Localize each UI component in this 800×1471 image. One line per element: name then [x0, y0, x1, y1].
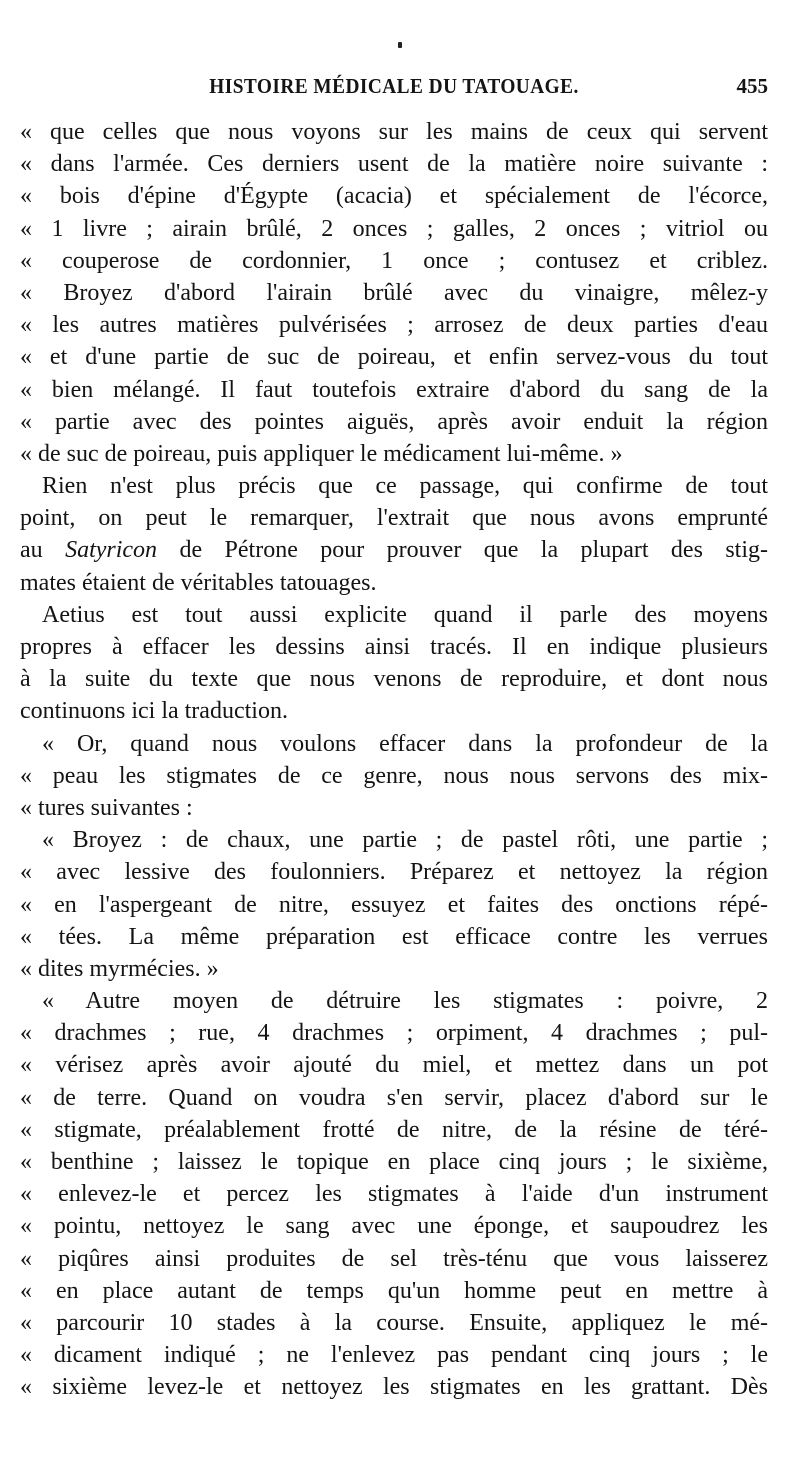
text-line: « et d'une partie de suc de poireau, et enfin servez-vous du tout: [20, 344, 768, 371]
text-line: « vérisez après avoir ajouté du miel, et mettez dans un pot: [20, 1052, 768, 1079]
text-run: de Pétrone pour prouver que la plupart des stig-: [157, 537, 768, 564]
text-line: « 1 livre ; airain brûlé, 2 onces ; galles, 2 onces ; vitriol ou: [20, 215, 768, 242]
text-line: à la suite du texte que nous venons de reproduire, et dont nous: [20, 666, 768, 693]
text-line: « piqûres ainsi produites de sel très-ténu que vous laisserez: [20, 1245, 768, 1272]
text-line: « tées. La même préparation est efficace contre les verrues: [20, 923, 768, 950]
text-line: Rien n'est plus précis que ce passage, qui confirme de tout: [42, 473, 768, 500]
italic-title: Satyricon: [65, 537, 158, 564]
text-line: « sixième levez-le et nettoyez les stigmates en les grattant. Dès: [20, 1374, 768, 1401]
text-line: « en l'aspergeant de nitre, essuyez et faites des onctions répé-: [20, 891, 768, 918]
text-line: propres à effacer les dessins ainsi tracés. Il en indique plusieurs: [20, 634, 768, 660]
text-line: « de suc de poireau, puis appliquer le médicament lui-même. »: [20, 440, 623, 467]
text-line: mates étaient de véritables tatouages.: [20, 569, 377, 596]
text-line: « partie avec des pointes aiguës, après avoir enduit la région: [20, 408, 768, 435]
text-line: « dites myrmécies. »: [20, 955, 219, 982]
text-line: « de terre. Quand on voudra s'en servir, placez d'abord sur le: [20, 1084, 768, 1111]
text-line: « bien mélangé. Il faut toutefois extraire d'abord du sang de la: [20, 376, 768, 403]
text-line: « dicament indiqué ; ne l'enlevez pas pendant cinq jours ; le: [20, 1342, 768, 1369]
text-line: « avec lessive des foulonniers. Préparez et nettoyez la région: [20, 859, 768, 886]
text-line: « Autre moyen de détruire les stigmates : poivre, 2: [42, 988, 768, 1015]
text-line: point, on peut le remarquer, l'extrait que nous avons emprunté: [20, 505, 768, 532]
ink-speck: [398, 42, 402, 48]
text-line: « benthine ; laissez le topique en place cinq jours ; le sixième,: [20, 1149, 768, 1175]
text-line: « bois d'épine d'Égypte (acacia) et spécialement de l'écorce,: [20, 183, 768, 210]
text-line: continuons ici la traduction.: [20, 698, 288, 725]
page-number: 455: [736, 74, 768, 98]
text-run: au: [20, 537, 66, 564]
body-text: [20, 116, 768, 1404]
text-line: Aetius est tout aussi explicite quand il parle des moyens: [42, 601, 768, 628]
text-line: « enlevez-le et percez les stigmates à l'aide d'un instrument: [20, 1181, 768, 1208]
page-header: [20, 74, 768, 104]
text-line: « dans l'armée. Ces derniers usent de la matière noire suivante :: [20, 151, 768, 178]
text-line: « Broyez : de chaux, une partie ; de pastel rôti, une partie ;: [42, 827, 768, 854]
text-line: « parcourir 10 stades à la course. Ensuite, appliquez le mé-: [20, 1309, 768, 1336]
text-line: « pointu, nettoyez le sang avec une éponge, et saupoudrez les: [20, 1213, 768, 1240]
text-line: « couperose de cordonnier, 1 once ; contusez et criblez.: [20, 247, 768, 274]
text-line: « Or, quand nous voulons effacer dans la profondeur de la: [42, 730, 768, 757]
text-line: « drachmes ; rue, 4 drachmes ; orpiment, 4 drachmes ; pul-: [20, 1020, 768, 1047]
text-line: « que celles que nous voyons sur les mains de ceux qui servent: [20, 119, 768, 145]
text-line-with-italic: [20, 534, 768, 566]
running-title: HISTOIRE MÉDICALE DU TATOUAGE.: [209, 74, 579, 98]
text-line: « en place autant de temps qu'un homme peut en mettre à: [20, 1277, 768, 1304]
text-line: « stigmate, préalablement frotté de nitre, de la résine de téré-: [20, 1116, 768, 1143]
text-line: « peau les stigmates de ce genre, nous nous servons des mix-: [20, 762, 768, 789]
text-line: « Broyez d'abord l'airain brûlé avec du vinaigre, mêlez-y: [20, 279, 768, 306]
text-line: « tures suivantes :: [20, 794, 193, 821]
text-line: « les autres matières pulvérisées ; arrosez de deux parties d'eau: [20, 312, 768, 339]
